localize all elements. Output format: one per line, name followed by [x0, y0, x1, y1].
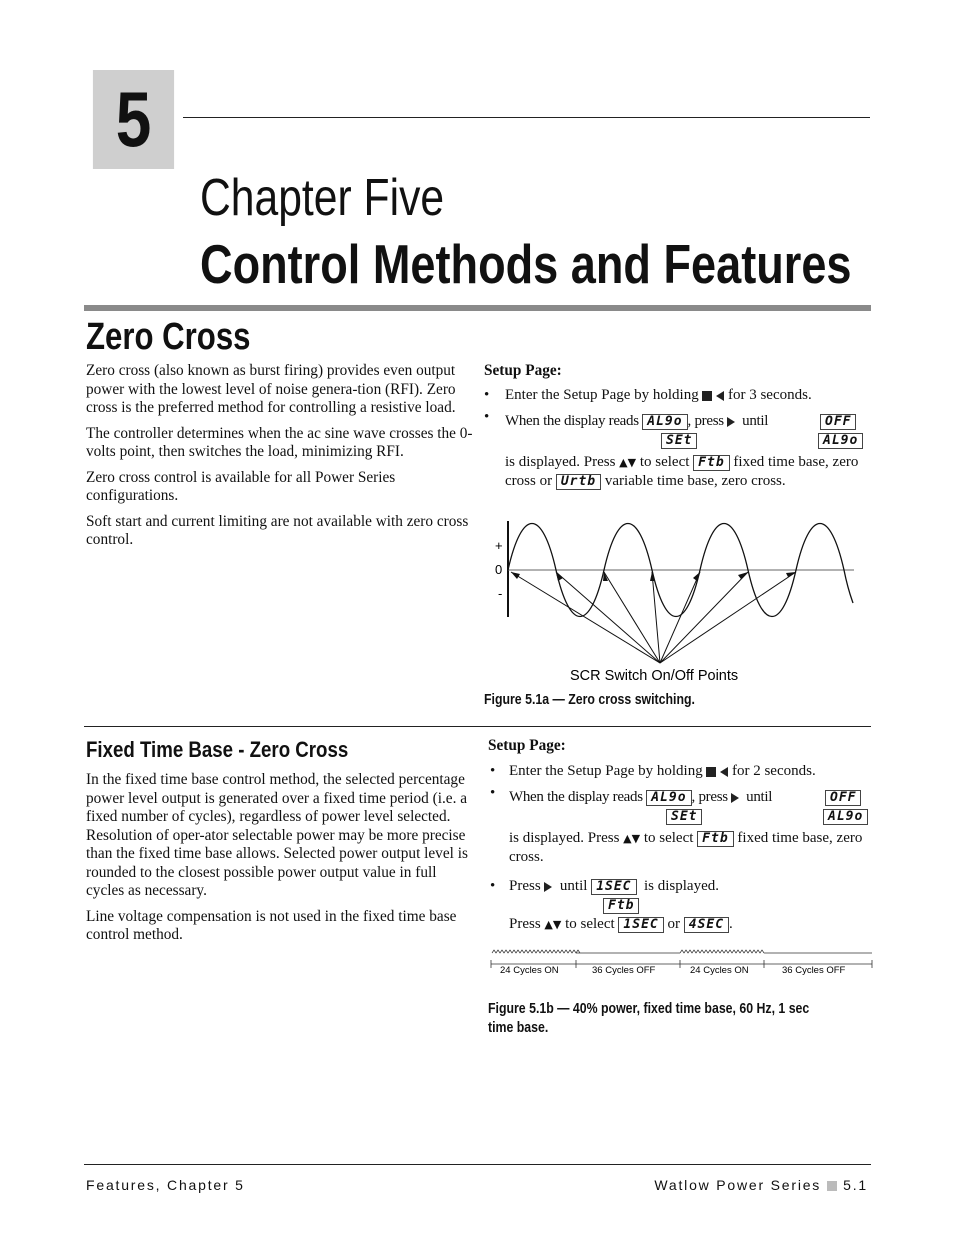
paragraph: The controller determines when the ac sine wave crosses the 0-volts point, then switches the load, minimizing RFI. [86, 424, 473, 460]
list-item: • Press until 1SEC is displayed. Ftb Press ▲▼ to select 1SEC or 4SEC . [490, 878, 733, 932]
paragraph: Line voltage compensation is not used in the fixed time base control method. [86, 907, 457, 943]
setup-steps [484, 386, 874, 500]
display-bottom-set: SEt [666, 809, 702, 825]
list-item: • When the display reads AL9o , press until SEt OFF AL9o is displayed. Press ▲▼ to select Ftb fixed time base, zero cross. [490, 784, 875, 871]
display-bottom-algo: AL9o [823, 809, 868, 825]
zero-cross-body [86, 362, 474, 557]
right-arrow-key-icon [727, 417, 735, 427]
list-item: • Enter the Setup Page by holding for 3 seconds. [484, 387, 812, 403]
fixed-time-base-figure [488, 942, 874, 982]
zero-label: 0 [495, 562, 503, 577]
footer-left: Features, Chapter 5 [86, 1177, 245, 1193]
chapter-label: Chapter Five [200, 169, 445, 227]
setup-page-heading: Setup Page: [488, 737, 566, 754]
figure-caption-5-1a: Figure 5.1a — Zero cross switching. [484, 692, 695, 708]
chapter-title: Control Methods and Features [200, 233, 852, 295]
segment-label: 24 Cycles ON [690, 965, 749, 976]
chapter-number-box [93, 70, 174, 169]
list-item: • When the display reads AL9o , press until SEt OFF AL9o is displayed. Press ▲▼ to select Ftb fixed time base, zero cross or Urtb variable time base, zero cross. [484, 408, 874, 500]
section-rule [84, 305, 871, 311]
up-down-keys-icon: ▲▼ [544, 918, 562, 932]
infinity-key-icon [702, 391, 712, 401]
on-cycles-2 [680, 950, 764, 953]
header-rule [183, 117, 870, 118]
segment-label: 36 Cycles OFF [782, 965, 846, 976]
up-down-keys-icon: ▲▼ [623, 832, 641, 846]
display-top-algo: AL9o [646, 790, 691, 806]
scr-callout: SCR Switch On/Off Points [570, 668, 739, 684]
display-1sec: 1SEC [591, 879, 636, 895]
display-top-off: OFF [820, 414, 856, 430]
arrowheads [511, 572, 796, 581]
paragraph: Zero cross (also known as burst firing) provides even output power with the lowest level of noise genera-tion (RFI). Zero cross is the preferred method for controlling a resistive load. [86, 362, 456, 416]
display-4sec: 4SEC [684, 917, 729, 933]
display-bottom-ftb: Ftb [603, 898, 639, 914]
display-top-algo: AL9o [642, 414, 687, 430]
zero-cross-figure [484, 515, 874, 690]
display-bottom-algo: AL9o [818, 433, 863, 449]
segment-label: 36 Cycles OFF [592, 965, 656, 976]
footer-right: Watlow Power Series 5.1 [654, 1177, 868, 1193]
display-top-off: OFF [825, 790, 861, 806]
zero-cross-heading: Zero Cross [86, 316, 251, 358]
list-item: • Enter the Setup Page by holding for 2 seconds. [490, 763, 816, 779]
infinity-key-icon [706, 767, 716, 777]
paragraph: In the fixed time base control method, the selected percentage power level output is generated over a fixed time period (i.e. a fixed number of cycles), regardless of power level selected. Resolution of oper-ator selectable power may be more precise than the fixed time base allows. Selected power output level is rounded to the closest possible power output value in full cycles as necessary. [86, 771, 468, 899]
on-cycles-1 [492, 950, 580, 953]
segment-label: 24 Cycles ON [500, 965, 559, 976]
section-divider [84, 726, 871, 727]
page-number: 5.1 [843, 1177, 868, 1193]
display-1sec: 1SEC [618, 917, 663, 933]
setup-page-heading: Setup Page: [484, 362, 562, 379]
square-bullet-icon [827, 1181, 837, 1191]
display-ftb: Ftb [697, 831, 733, 847]
display-vrtb: Urtb [556, 474, 601, 490]
right-arrow-key-icon [544, 882, 552, 892]
figure-caption-5-1b: Figure 5.1b — 40% power, fixed time base, 60 Hz, 1 sec time base. [488, 1001, 810, 1036]
chapter-number: 5 [115, 75, 152, 163]
setup-steps [490, 762, 875, 941]
switch-point-arrows [511, 572, 796, 663]
paragraph: Zero cross control is available for all Power Series configurations. [86, 468, 396, 504]
fixed-time-base-body [86, 771, 476, 952]
up-down-keys-icon: ▲▼ [619, 456, 637, 470]
left-arrow-key-icon [716, 391, 724, 401]
right-arrow-key-icon [731, 793, 739, 803]
fixed-time-base-heading: Fixed Time Base - Zero Cross [86, 737, 349, 762]
paragraph: Soft start and current limiting are not available with zero cross control. [86, 512, 469, 548]
footer-rule [84, 1164, 871, 1165]
minus-label: - [498, 586, 503, 601]
plus-label: + [495, 538, 503, 553]
display-ftb: Ftb [693, 455, 729, 471]
display-bottom-set: SEt [661, 433, 697, 449]
left-arrow-key-icon [720, 767, 728, 777]
